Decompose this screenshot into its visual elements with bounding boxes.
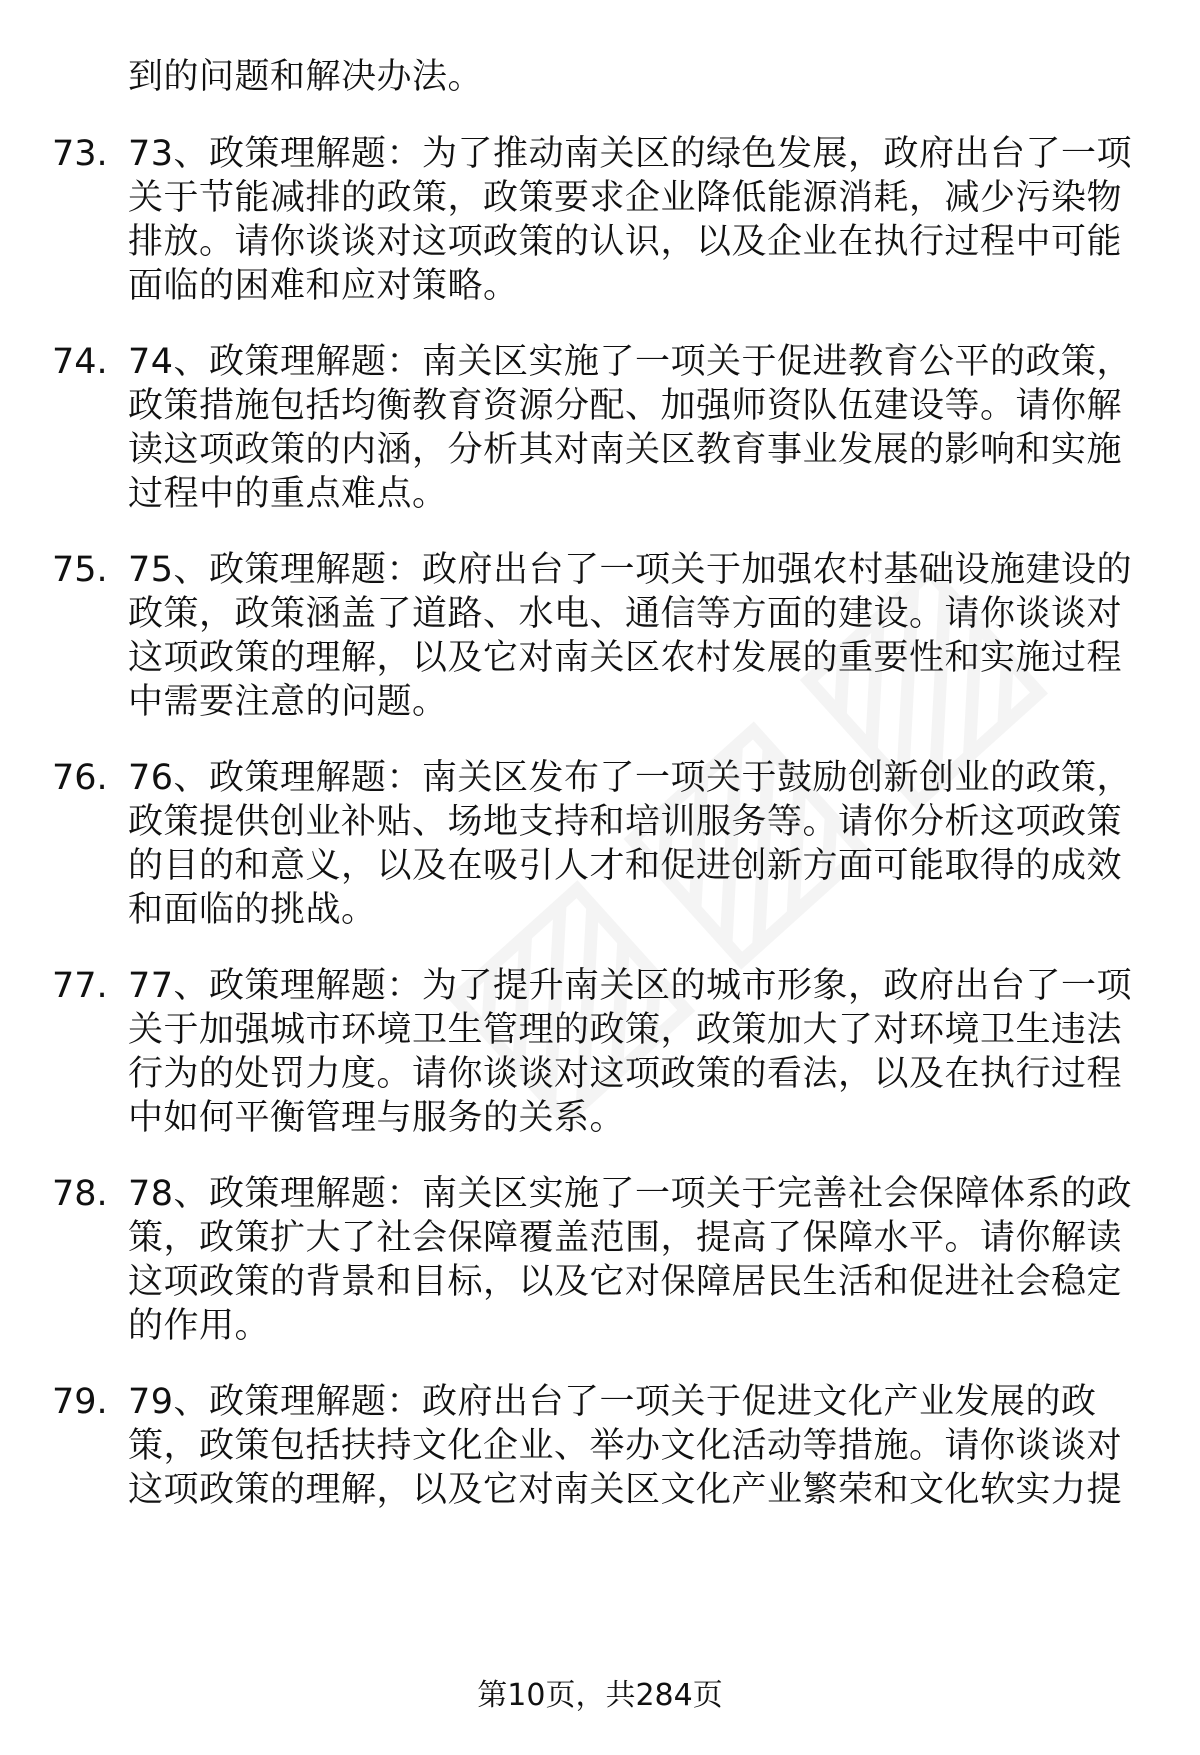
- question-line: 这项政策的理解，以及它对南关区文化产业繁荣和文化软实力提: [128, 1470, 1123, 1510]
- question-line: 中如何平衡管理与服务的关系。: [128, 1098, 626, 1138]
- question-line: 排放。请你谈谈对这项政策的认识，以及企业在执行过程中可能: [128, 222, 1123, 262]
- question-line: 关于加强城市环境卫生管理的政策，政策加大了对环境卫生违法: [128, 1010, 1123, 1050]
- question-line: 75、政策理解题：政府出台了一项关于加强农村基础设施建设的: [128, 550, 1133, 590]
- item-number: 79.: [52, 1382, 108, 1422]
- item-number: 73.: [52, 134, 108, 174]
- question-line: 读这项政策的内涵，分析其对南关区教育事业发展的影响和实施: [128, 430, 1123, 470]
- item-number: 78.: [52, 1174, 108, 1214]
- question-line: 这项政策的背景和目标，以及它对保障居民生活和促进社会稳定: [128, 1262, 1123, 1302]
- question-line: 政策，政策涵盖了道路、水电、通信等方面的建设。请你谈谈对: [128, 594, 1123, 634]
- question-line: 78、政策理解题：南关区实施了一项关于完善社会保障体系的政: [128, 1174, 1133, 1214]
- question-line: 的目的和意义，以及在吸引人才和促进创新方面可能取得的成效: [128, 846, 1123, 886]
- question-line: 策，政策扩大了社会保障覆盖范围，提高了保障水平。请你解读: [128, 1218, 1123, 1258]
- question-line: 关于节能减排的政策，政策要求企业降低能源消耗，减少污染物: [128, 178, 1123, 218]
- question-line: 政策措施包括均衡教育资源分配、加强师资队伍建设等。请你解: [128, 386, 1123, 426]
- item-number: 74.: [52, 342, 108, 382]
- question-line: 和面临的挑战。: [128, 890, 377, 930]
- question-line: 73、政策理解题：为了推动南关区的绿色发展，政府出台了一项: [128, 134, 1133, 174]
- item-number: 77.: [52, 966, 108, 1006]
- question-line: 政策提供创业补贴、场地支持和培训服务等。请你分析这项政策: [128, 802, 1123, 842]
- continuation-line: 到的问题和解决办法。: [128, 57, 484, 97]
- question-line: 过程中的重点难点。: [128, 474, 448, 514]
- question-line: 77、政策理解题：为了提升南关区的城市形象，政府出台了一项: [128, 966, 1133, 1006]
- question-line: 中需要注意的问题。: [128, 682, 448, 722]
- question-line: 74、政策理解题：南关区实施了一项关于促进教育公平的政策，: [128, 342, 1133, 382]
- question-line: 策，政策包括扶持文化企业、举办文化活动等措施。请你谈谈对: [128, 1426, 1123, 1466]
- question-line: 79、政策理解题：政府出台了一项关于促进文化产业发展的政: [128, 1382, 1097, 1422]
- page-footer: 第10页，共284页: [477, 1678, 723, 1713]
- question-line: 的作用。: [128, 1306, 271, 1346]
- item-number: 76.: [52, 758, 108, 798]
- question-line: 76、政策理解题：南关区发布了一项关于鼓励创新创业的政策，: [128, 758, 1133, 798]
- question-line: 行为的处罚力度。请你谈谈对这项政策的看法，以及在执行过程: [128, 1054, 1123, 1094]
- question-line: 面临的困难和应对策略。: [128, 266, 519, 306]
- question-line: 这项政策的理解，以及它对南关区农村发展的重要性和实施过程: [128, 638, 1123, 678]
- item-number: 75.: [52, 550, 108, 590]
